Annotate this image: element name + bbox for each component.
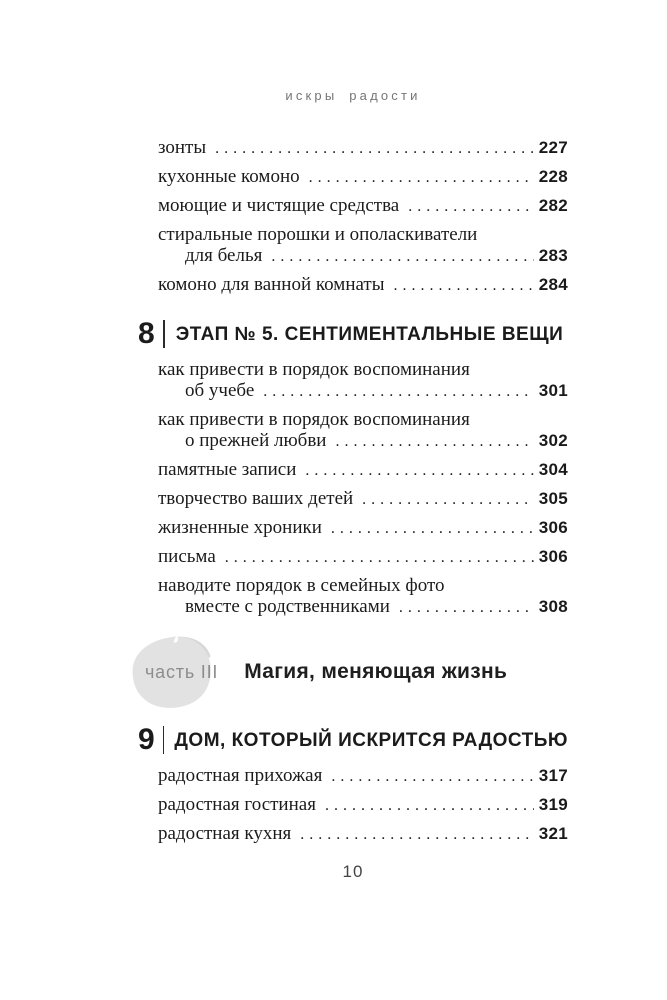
toc-entry-label: жизненные хроники [158,517,322,538]
toc-entry-line1 [138,575,568,596]
toc-entry [138,409,568,451]
dot-leader [263,383,533,401]
toc-entry-label: как привести в порядок воспоминания [158,409,470,430]
toc-entry [138,575,568,617]
toc-entry [138,224,568,266]
toc-entry [138,765,568,786]
toc-entry-page: 308 [538,597,568,616]
toc-entry [138,488,568,509]
toc-entry [138,359,568,401]
toc-entry [138,195,568,216]
toc-entry-label: наводите порядок в семейных фото [158,575,445,596]
toc-entry-page: 228 [538,167,568,186]
chapter-heading [138,723,568,757]
toc-entry-label: радостная кухня [158,823,292,844]
running-header: искры радости [285,88,421,103]
toc-entry-page: 302 [538,431,568,450]
toc-entry-label2: о прежней любви [185,430,327,451]
toc-entry-page: 284 [538,275,568,294]
toc-entry [138,459,568,480]
toc-entry-page: 304 [538,460,568,479]
toc-entry-page: 317 [538,766,568,785]
dot-leader [399,599,534,617]
dot-leader [325,797,534,815]
toc-entry-label: памятные записи [158,459,297,480]
dot-leader [331,768,533,786]
toc-entry-label2: вместе с родственниками [185,596,390,617]
chapter-title: ЭТАП № 5. СЕНТИМЕНТАЛЬНЫЕ ВЕЩИ [175,324,564,345]
toc-entry-line1 [138,359,568,380]
part-label: часть III [145,661,219,682]
toc-entry [138,166,568,187]
dot-leader [300,826,533,844]
dot-leader [225,549,534,567]
toc-entry [138,794,568,815]
page-number: 10 [342,862,364,881]
chapter-divider [163,726,164,754]
toc-entry-page: 306 [538,518,568,537]
part-title: Магия, меняющая жизнь [244,660,508,683]
toc-entry-line2 [138,430,568,451]
toc-entry-label: радостная прихожая [158,765,323,786]
toc-entry-page: 301 [538,381,568,400]
dot-leader [394,277,534,295]
chapter-number: 9 [138,723,155,756]
toc-entry-label: радостная гостиная [158,794,316,815]
toc-entry [138,823,568,844]
dot-leader [362,491,534,509]
toc-entry-label: кухонные комоно [158,166,300,187]
toc-entry-page: 227 [538,138,568,157]
chapter-number: 8 [138,317,155,350]
toc-entry-label: творчество ваших детей [158,488,354,509]
dot-leader [215,140,534,158]
toc-entry-label: стиральные порошки и ополаскиватели [158,224,478,245]
dot-leader [271,248,533,266]
dot-leader [331,520,534,538]
dot-leader [309,169,534,187]
toc-entry [138,546,568,567]
toc-entry-page: 282 [538,196,568,215]
toc-entry-line2 [138,380,568,401]
toc-entry-label: комоно для ванной комнаты [158,274,385,295]
dot-leader [305,462,533,480]
toc-entry-label: как привести в порядок воспоминания [158,359,470,380]
toc [138,137,568,844]
toc-entry-line2 [138,596,568,617]
chapter-divider [163,320,165,348]
toc-entry-page: 321 [538,824,568,843]
toc-entry-line1 [138,409,568,430]
toc-entry-page: 319 [538,795,568,814]
chapter-heading [138,317,568,351]
toc-entry [138,274,568,295]
dot-leader [335,433,533,451]
toc-entry [138,517,568,538]
toc-entry [138,137,568,158]
toc-entry-line1 [138,224,568,245]
toc-entry-page: 283 [538,246,568,265]
toc-entry-label: письма [158,546,216,567]
toc-entry-page: 305 [538,489,568,508]
part-heading [138,635,568,709]
toc-entry-label2: об учебе [185,380,255,401]
toc-entry-line2 [138,245,568,266]
toc-entry-label: моющие и чистящие средства [158,195,400,216]
toc-entry-label2: для белья [185,245,263,266]
toc-entry-label: зонты [158,137,207,158]
chapter-title: ДОМ, КОТОРЫЙ ИСКРИТСЯ РАДОСТЬЮ [174,730,568,751]
toc-entry-page: 306 [538,547,568,566]
dot-leader [408,198,534,216]
